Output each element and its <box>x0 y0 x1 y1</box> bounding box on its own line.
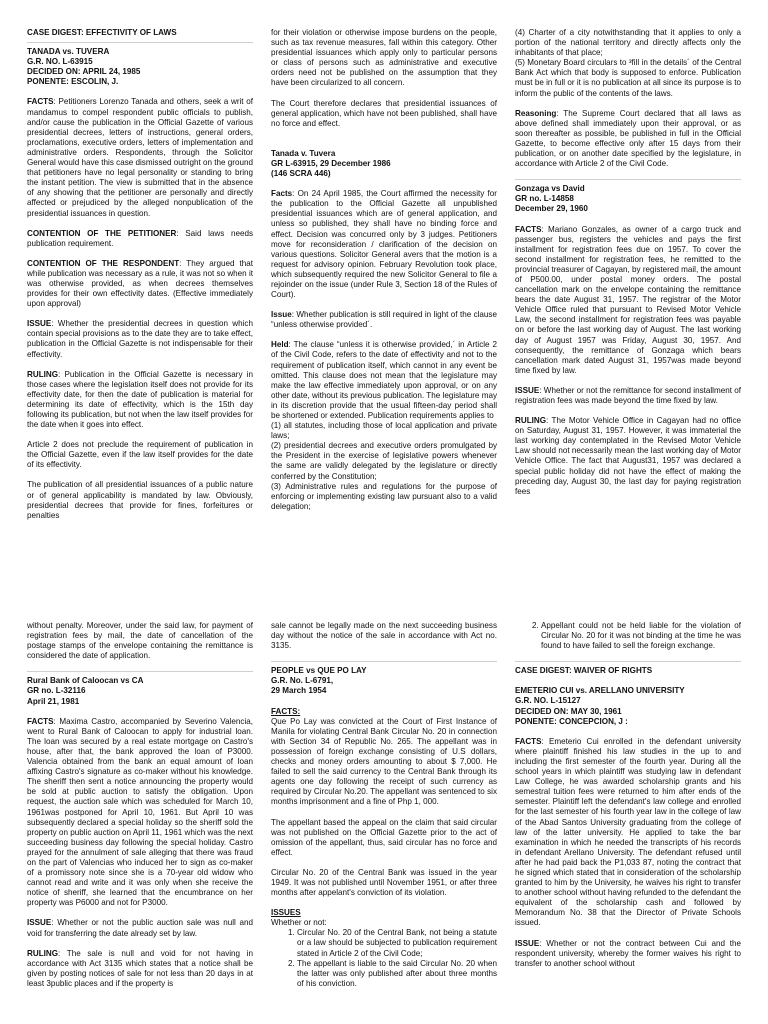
ruling-text: : The sale is null and void for not having in accordance with Act 3135 which states that a notice shall be given by posting notices of sale for not less than 20 days in at least 3public places and if the property is <box>27 948 253 988</box>
case-title: Rural Bank of Caloocan vs CA <box>27 676 144 686</box>
list-item: 2. Appellant could not be held liable for the violation of Circular No. 20 for it was not binding at the time he was found to have failed to sell the foreign exchange. <box>541 621 741 651</box>
issue-paragraph <box>27 319 253 359</box>
issue-paragraph <box>271 310 497 330</box>
issue-text: : Whether or not the remittance for second installment of registration fees was made beyond the time fixed by law. <box>515 385 741 405</box>
divider <box>27 42 253 43</box>
issue-text: : Whether publication is still required in light of the clause “unless otherwise provided´. <box>271 310 497 330</box>
case-heading <box>515 666 741 726</box>
petitioner-text: : Said laws needs publication requirement. <box>27 228 253 248</box>
ruling-label: RULING <box>27 369 59 379</box>
column-3 <box>515 621 741 1024</box>
column-2 <box>271 28 497 600</box>
list-item: (3) Administrative rules and regulations for the purpose of enforcing or implementing existing law pursuant also to a valid delegation; <box>271 481 497 511</box>
held-label: Held <box>271 340 289 350</box>
facts-paragraph <box>515 225 741 376</box>
facts-text: : Mariano Gonzales, as owner of a cargo truck and passenger bus, registers the vehicles and pays the first installment for registration fees due on 1957. To cover the second installment for registration fees, he remitted to the provincial treasurer of Cagayan, by registered mail, the amount of P500.00, under postal money orders. The postal cancellation mark on the envelope containing the remittance bears the date August 31, 1957. The registrar of the Motor Vehicle Office ruled that pursuant to Revised Motor Vehicle Law, the second installment for registration fees was payable on or before the last working day of August. The last working day of August 1957 was Friday, August 30, 1957. And consequently, the remittance of Gonzaga which bears cancellation mark dated August 31, 1957was made beyond time fixed by law. <box>515 224 741 375</box>
gr-number: G.R. NO. L-15127 <box>515 696 581 706</box>
ruling-label: RULING <box>27 948 59 958</box>
respondent-label: CONTENTION OF THE RESPONDENT <box>27 258 180 268</box>
respondent-paragraph <box>27 259 253 309</box>
court-declaration-paragraph: The Court therefore declares that presidential issuances of general application, which have not been published, shall have no force and effect. <box>271 98 497 128</box>
divider <box>271 661 497 662</box>
divider <box>27 671 253 672</box>
case-heading <box>27 28 253 87</box>
issue-text: : Whether or not the public auction sale was null and void for transferring the date already set by law. <box>27 918 253 938</box>
ruling-paragraph <box>27 949 253 989</box>
spacer <box>515 676 741 686</box>
reasoning-label: Reasoning <box>515 108 557 118</box>
issue-label: ISSUE <box>515 385 540 395</box>
case-title: TANADA vs. TUVERA <box>27 47 110 57</box>
facts-label: FACTS <box>27 97 54 107</box>
section-title: CASE DIGEST: WAIVER OF RIGHTS <box>515 666 653 676</box>
scra-citation: (146 SCRA 446) <box>271 169 331 179</box>
document-page-bottom <box>0 612 768 1024</box>
case-heading <box>271 666 497 696</box>
reasoning-paragraph <box>515 109 741 170</box>
list-item: (1) all statutes, including those of local application and private laws; <box>271 421 497 441</box>
column-3 <box>515 28 741 600</box>
column-1 <box>27 621 253 1024</box>
respondent-text: : They argued that while publication was necessary as a rule, it was not so when it was otherwise provided, as when decrees themselves provides for their own effectivity dates. (Effective immediately upon approval) <box>27 258 253 309</box>
reasoning-text: : The Supreme Court declared that all laws as above defined shall immediately upon their approval, or as soon thereafter as possible, be published in full in the Official Gazette, to become effective only after 15 days from their publication, or on another date specified by the legislature, in accordance with Article 2 of the Civil Code. <box>515 108 741 169</box>
column-1 <box>27 28 253 600</box>
article2-paragraph: Article 2 does not preclude the requirement of publication in the Official Gazette, even if the law itself provides for the date of its effectivity. <box>27 440 253 470</box>
continued-paragraph: (4) Charter of a city notwithstanding that it applies to only a portion of the national territory and directly affects only the inhabitants of that place; <box>515 28 741 58</box>
continued-paragraph: (5) Monetary Board circulars to ³fill in the details´ of the Central Bank Act which that body is supposed to enforce. Publication must be in full or it is no publication at all since its purpose is to inform the public of the contents of the laws. <box>515 58 741 98</box>
issue-text: : Whether or not the contract between Cui and the respondent university, whereby the former waives his right to transfer to another school without <box>515 938 741 968</box>
ruling-text: : The Motor Vehicle Office in Cagayan had no office on Saturday, August 31, 1957. However, it was immaterial the last working day contemplated in the Revised Motor Vehicle Law should not necessarily mean the last working day of Motor Vehicle Office. The fact that August31, 1957 was declared a special public holiday did not have the effect of making the preceding day, August 30, the last day for paying registration fees <box>515 416 741 496</box>
continued-paragraph: sale cannot be legally made on the next succeeding business day without the notice of the sale in accordance with Act no. 3135. <box>271 621 497 651</box>
decision-date: December 29, 1960 <box>515 204 588 214</box>
spacer <box>271 139 497 149</box>
section-title: CASE DIGEST: EFFECTIVITY OF LAWS <box>27 28 177 37</box>
gr-number: G.R. No. L-6791, <box>271 676 334 686</box>
petitioner-paragraph <box>27 229 253 249</box>
decision-date: 29 March 1954 <box>271 686 327 696</box>
continued-paragraph: without penalty. Moreover, under the said law, for payment of registration fees by mail, the date of cancellation of the postage stamps of the envelope containing the remittance is considered the date of application. <box>27 621 253 661</box>
case-title: EMETERIO CUI vs. ARELLANO UNIVERSITY <box>515 686 685 696</box>
continued-paragraph: for their violation or otherwise impose burdens on the people, such as tax revenue measures, fall within this category. Other presidential issuances which apply only to particular persons or class of persons such as administrative and executive orders need not be published on the assumption that they have been circularized to all concern. <box>271 28 497 88</box>
decision-date: DECIDED ON: APRIL 24, 1985 <box>27 67 141 77</box>
facts-text: : On 24 April 1985, the Court affirmed the necessity for the publication to the Official Gazette all unpublished presidential issuances which are of general application, and unless so published, they shall have no binding force and effect. Decision was concurred only by 3 judges. Petitioners move for reconsideration / clarification of the decision on various questions. Solicitor General avers that the motion is a request for advisory opinion. February Revolution took place, which subsequently required the new Solicitor General to file a rejoinder on the issue (under Rule 3, Section 18 of the Rules of Court). <box>271 189 497 300</box>
issue-label: ISSUE <box>27 918 52 928</box>
issue-label: ISSUE <box>27 319 52 329</box>
decision-date: DECIDED ON: MAY 30, 1961 <box>515 706 622 716</box>
issues-list-continued <box>515 621 741 651</box>
held-text: : The clause “unless it is otherwise provided,´ in Article 2 of the Civil Code, refers to the date of effectivity and not to the requirement of publication itself, which cannot in any event be omitted. This clause does not mean that the legislature may make the law effective immediately upon approval, or on any other date, without its previous publication. The legislature may in its discretion provide that the usual fifteen-day period shall be shortened or extended. Publication requirements applies to <box>271 340 497 420</box>
case-heading <box>515 184 741 214</box>
issue-text: : Whether the presidential decrees in question which contain special provisions as to the date they are to take effect, publication in the Official Gazette is not indispensable for their effectivity. <box>27 319 253 359</box>
appeal-paragraph: The appellant based the appeal on the claim that said circular was not published on the Official Gazette prior to the act of omission of the appellant, thus, said circular has no force and effect. <box>271 817 497 857</box>
issues-list <box>271 928 497 989</box>
list-item: (2) presidential decrees and executive orders promulgated by the President in the exercise of legislative powers whenever the same are validly delegated by the legislature or directly conferred by the Constitution; <box>271 441 497 481</box>
case-title: PEOPLE vs QUE PO LAY <box>271 666 367 676</box>
held-paragraph <box>271 340 497 421</box>
case-title: Gonzaga vs David <box>515 184 585 194</box>
facts-text: Que Po Lay was convicted at the Court of First Instance of Manila for violating Central Bank Circular No. 20 in connection with Section 34 of Republic No. 265. The appellant was in possession of foreign exchange consisting of U.S dollars, checks and money orders amounting to about $ 7,000. He failed to sell the said currency to the Central Bank through its agents one day following the receipt of such currency as required by Circular No.20. The appellant was sentenced to six months imprisonment and a fine of Php 1, 000. <box>271 716 497 807</box>
facts-paragraph <box>271 189 497 300</box>
issue-paragraph <box>515 386 741 406</box>
case-heading <box>27 676 253 706</box>
case-heading <box>271 149 497 179</box>
ponente: PONENTE: CONCEPCION, J : <box>515 716 628 726</box>
issue-paragraph <box>27 918 253 938</box>
column-2 <box>271 621 497 1024</box>
facts-text: : Emeterio Cui enrolled in the defendant university where plaintiff finished his law studies in the up to and including the first semester of the fourth year. During all the school years in which plaintiff was studying law in defendant Law College, he was awarded scholarship grants and his semestral tuition fees were returned to him after ends of the semester. Plaintiff left the defendant's law college and enrolled for the last semester of his fourth year law in the college of law of the Abad Santos University graduating from the college of law of the latter university. He applied to take the bar examination in which he needed the transcripts of his records in defendant Arellano University. The defendant refused until after he had paid back the P1,033 87, noting the contract that he signed which stated that in consideration of the scholarship granted to him by the University, he waives his right to transfer to another school without having refunded to the defendant the equivalent of the scholarship cash and followed by Memorandum No. 38 that the Director of Private Schools issued. <box>515 736 741 928</box>
facts-paragraph <box>27 717 253 909</box>
gr-number: G.R. NO. L-63915 <box>27 57 93 67</box>
facts-label: FACTS <box>515 736 542 746</box>
circular-paragraph: Circular No. 20 of the Central Bank was issued in the year 1949. It was not published until November 1951, or after three months after appelant's conviction of its violation. <box>271 867 497 898</box>
facts-label: Facts <box>271 189 293 199</box>
gr-number: GR no. L-14858 <box>515 194 574 204</box>
decision-date: April 21, 1981 <box>27 696 80 706</box>
petitioner-label: CONTENTION OF THE PETITIONER <box>27 228 177 238</box>
facts-label: FACTS: <box>271 706 301 716</box>
divider <box>515 179 741 180</box>
case-title: Tanada v. Tuvera <box>271 148 336 158</box>
list-item: 1. Circular No. 20 of the Central Bank, not being a statute or a law should be subjected to publication requirement stated in Article 2 of the Civil Code; <box>297 928 497 958</box>
facts-paragraph <box>515 737 741 929</box>
facts-text: : Petitioners Lorenzo Tanada and others, seek a writ of mandamus to compel respondent public officials to publish, and/or cause the publication in the Official Gazette of various presidential decrees, letters of instructions, general orders, proclamations, executive orders, letters of implementation and administrative orders. Respondents, through the Solicitor General would have this case dismissed outright on the ground that petitioners have no legal personality or standing to bring the instant petition. The view is submitted that in the absence of any showing that the petitioner are personally and directly affected or prejudiced by the alleged nonpublication of the presidential issuances in question. <box>27 97 253 218</box>
ponente: PONENTE: ESCOLIN, J. <box>27 77 119 87</box>
issues-intro: Whether or not: <box>271 918 327 928</box>
publication-paragraph: The publication of all presidential issuances of a public nature or of general applicability is mandated by law. Obviously, presidential decrees that provide for fines, forfeitures or penalties <box>27 480 253 520</box>
gr-number: GR L-63915, 29 December 1986 <box>271 158 391 168</box>
ruling-paragraph <box>515 416 741 497</box>
divider <box>515 661 741 662</box>
issue-paragraph <box>515 939 741 969</box>
facts-text: : Maxima Castro, accompanied by Severino Valencia, went to Rural Bank of Caloocan to apply for industrial loan. The loan was secured by a real estate mortgage on Castro's house, after that, the bank approved the loan of P3000. Valencia obtained from the bank an equal amount of loan affixing Castro's signature as co-maker without his knowledge. The sheriff then sent a notice announcing the property would be sold at public auction to satisfy the obligation. Upon request, the auction sale which was scheduled for March 10, 1961was postponed for April 10, 1961. But April 10 was subsequently declared a special holiday so the sheriff sold the property on public auction on April 11, 1961 which was the next succeeding business day following the special holiday. Castro prayed for the annulment of sale alleging that there was fraud on the part of Valencias who induced her to sign as co-maker of a promissory note since she is a 70-year old widow who cannot read and write and it was only when she receive the notice of sheriff, she learned that the encumbrance on her property was P6000 and not for P3000. <box>27 716 253 908</box>
issues-label: ISSUES <box>271 908 301 918</box>
ruling-label: RULING <box>515 416 547 426</box>
issue-label: Issue <box>271 310 292 320</box>
list-item: 2. The appellant is liable to the said Circular No. 20 when the latter was only published after about three months of his conviction. <box>297 959 497 989</box>
page-separator <box>0 600 768 612</box>
gr-number: GR no. L-32116 <box>27 686 86 696</box>
issue-label: ISSUE <box>515 938 540 948</box>
facts-label: FACTS <box>27 716 54 726</box>
facts-label: FACTS <box>515 224 542 234</box>
ruling-text: : Publication in the Official Gazette is necessary in those cases where the legislation itself does not provide for its effectivity date, for then the date of publication is material for determining its date of effectivity, which is the 15th day following its publication, but not when the law itself provides for the date when it goes into effect. <box>27 369 253 430</box>
facts-paragraph <box>27 97 253 218</box>
ruling-paragraph <box>27 370 253 431</box>
